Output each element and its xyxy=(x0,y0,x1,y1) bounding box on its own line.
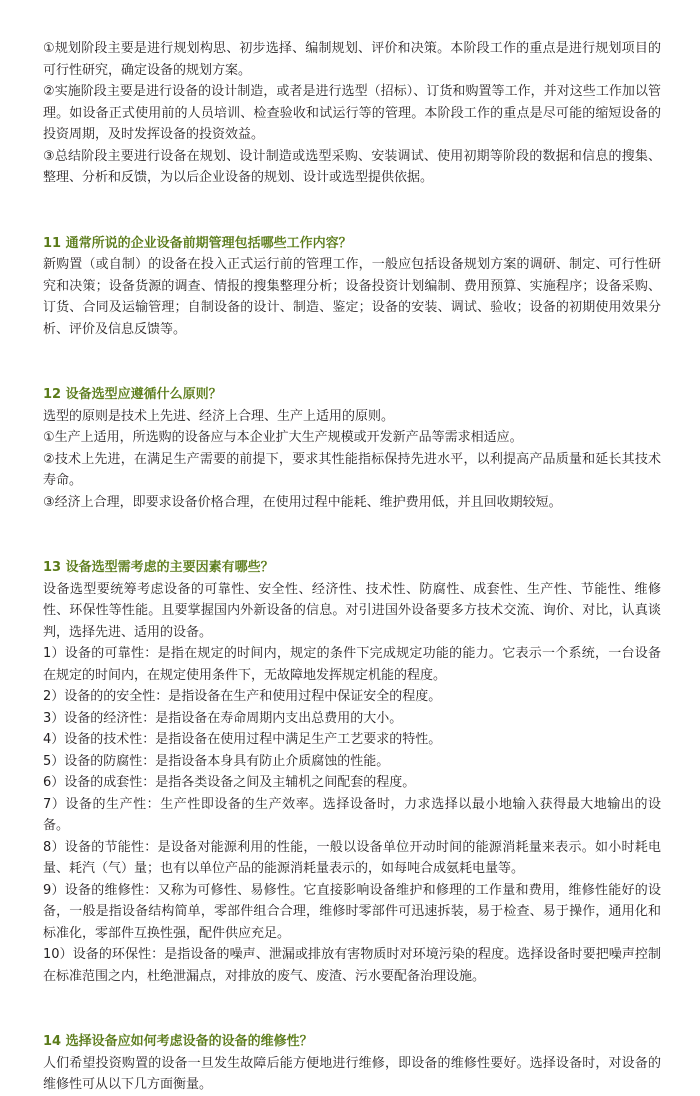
section-13-paragraph-9: 8）设备的节能性：是设备对能源利用的性能，一般以设备单位开动时间的能源消耗量来表示。如小时耗电量、耗汽（气）量；也有以单位产品的能源消耗量表示的，如每吨合成氨耗电量等。 xyxy=(43,839,661,876)
section-11-heading: 11 通常所说的企业设备前期管理包括哪些工作内容？ xyxy=(43,235,352,251)
section-13-paragraph-1: 设备选型要统筹考虑设备的可靠性、安全性、经济性、技术性、防腐性、成套性、生产性、节能性、维修性、环保性等性能。且要掌握国内外新设备的信息。对引进国外设备要多方技术交流、询价、对比，认真谈判，选择先进、适用的设备。 xyxy=(43,581,661,640)
section-13-paragraph-8: 7）设备的生产性：生产性即设备的生产效率。选择设备时，力求选择以最小地输入获得最大地输出的设备。 xyxy=(43,796,661,833)
intro-paragraph-2: ②实施阶段主要是进行设备的设计制造，或者是进行选型（招标）、订货和购置等工作，并对这些工作加以管理。如设备正式使用前的人员培训、检查验收和试运行等的管理。本阶段工作的重点是尽可能的缩短设备的投资周期，及时发挥设备的投资效益。 xyxy=(43,84,661,142)
section-11 xyxy=(43,233,661,341)
section-13-heading: 13 设备选型需考虑的主要因素有哪些？ xyxy=(43,560,274,575)
section-13-paragraph-6: 5）设备的防腐性：是指设备本身具有防止介质腐蚀的性能。 xyxy=(43,753,390,769)
section-13-paragraph-7: 6）设备的成套性：是指各类设备之间及主辅机之间配套的程度。 xyxy=(43,775,416,790)
section-12 xyxy=(43,384,661,513)
section-14 xyxy=(43,1031,661,1096)
section-13-paragraph-2: 1）设备的可靠性：是指在规定的时间内，规定的条件下完成规定功能的能力。它表示一个系统，一台设备在规定的时间内，在规定使用条件下，无故障地发挥规定机能的程度。 xyxy=(43,646,661,683)
section-12-paragraph-3: ②技术上先进，在满足生产需要的前提下，要求其性能指标保持先进水平，以利提高产品质量和延长其技术寿命。 xyxy=(43,451,661,488)
section-13-paragraph-4: 3）设备的经济性：是指设备在寿命周期内支出总费用的大小。 xyxy=(43,710,403,726)
section-14-heading: 14 选择设备应如何考虑设备的设备的维修性？ xyxy=(43,1034,313,1049)
intro-section xyxy=(43,38,661,189)
intro-paragraph-3: ③总结阶段主要进行设备在规划、设计制造或选型采购、安装调试、使用初期等阶段的数据和信息的搜集、整理、分析和反馈，为以后企业设备的规划、设计或选型提供依据。 xyxy=(43,148,661,185)
section-11-paragraph-1: 新购置（或自制）的设备在投入正式运行前的管理工作，一般应包括设备规划方案的调研、制定、可行性研究和决策；设备货源的调查、情报的搜集整理分析；设备投资计划编制、费用预算、实施程序；设备采购、订货、合同及运输管理；自制设备的设计、制造、鉴定；设备的安装、调试、验收；设备的初期使用效果分析、评价及信息反馈等。 xyxy=(43,257,661,337)
section-12-paragraph-2: ①生产上适用，所选购的设备应与本企业扩大生产规模或开发新产品等需求相适应。 xyxy=(43,430,523,445)
section-12-paragraph-4: ③经济上合理，即要求设备价格合理，在使用过程中能耗、维护费用低，并且回收期较短。 xyxy=(43,494,562,510)
section-14-paragraph-1: 人们希望投资购置的设备一旦发生故障后能方便地进行维修，即设备的维修性要好。选择设备时，对设备的维修性可从以下几方面衡量。 xyxy=(43,1055,661,1092)
document-page xyxy=(43,38,661,1096)
section-12-paragraph-1: 选型的原则是技术上先进、经济上合理、生产上适用的原则。 xyxy=(43,408,395,424)
section-13-paragraph-11: 10）设备的环保性：是指设备的噪声、泄漏或排放有害物质时对环境污染的程度。选择设备时要把噪声控制在标准范围之内，杜绝泄漏点，对排放的废气、废渣、污水要配备治理设施。 xyxy=(43,947,661,984)
section-13-paragraph-3: 2）设备的的安全性：是指设备在生产和使用过程中保证安全的程度。 xyxy=(43,689,442,704)
section-13 xyxy=(43,557,661,987)
section-13-paragraph-5: 4）设备的技术性：是指设备在使用过程中满足生产工艺要求的特性。 xyxy=(43,732,442,747)
section-13-paragraph-10: 9）设备的维修性：又称为可修性、易修性。它直接影响设备维护和修理的工作量和费用，维修性能好的设备，一般是指设备结构简单，零部件组合合理，维修时零部件可迅速拆装，易于检查、易于操作，通用化和标准化，零部件互换性强，配件供应充足。 xyxy=(43,882,661,941)
intro-paragraph-1: ①规划阶段主要是进行规划构思、初步选择、编制规划、评价和决策。本阶段工作的重点是进行规划项目的可行性研究，确定设备的规划方案。 xyxy=(43,41,661,78)
section-12-heading: 12 设备选型应遵循什么原则？ xyxy=(43,387,222,402)
